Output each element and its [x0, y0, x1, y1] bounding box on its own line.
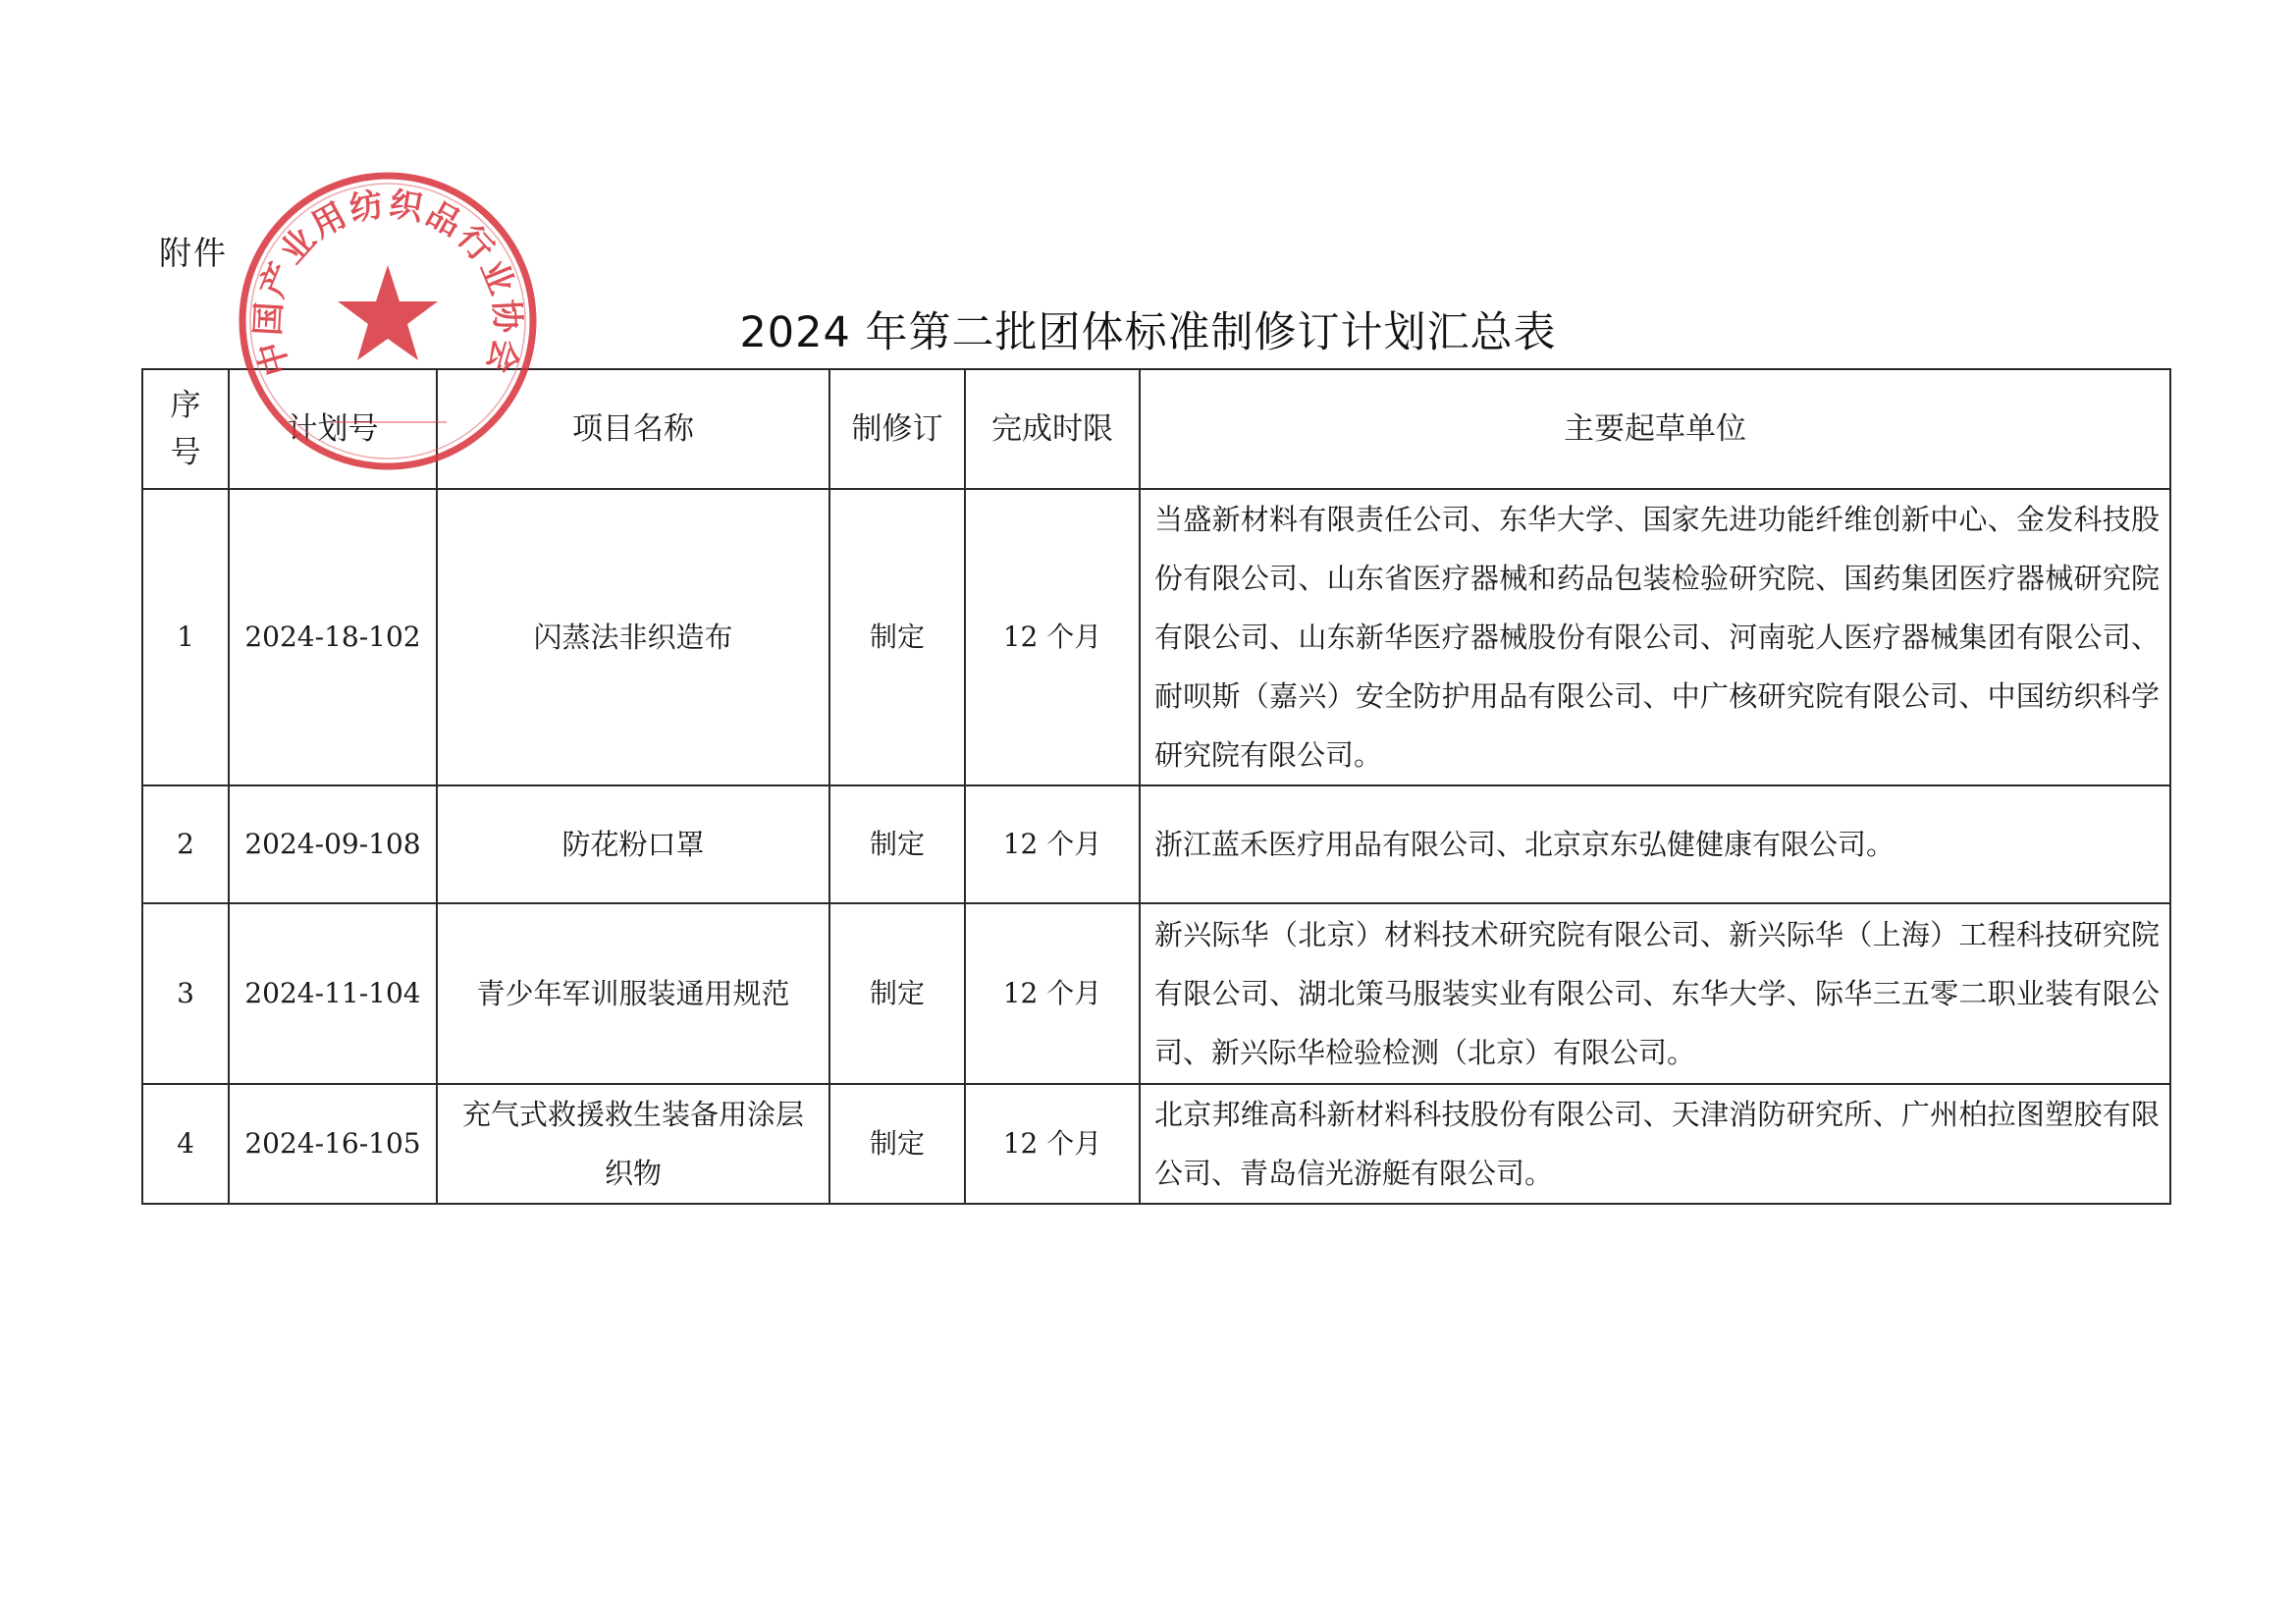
cell-drafting-units: 新兴际华（北京）材料技术研究院有限公司、新兴际华（上海）工程科技研究院有限公司、湖北策马服装实业有限公司、东华大学、际华三五零二职业装有限公司、新兴际华检验检测（北京）有限公司。	[1140, 903, 2170, 1084]
cell-plan-number: 2024-11-104	[229, 903, 437, 1084]
cell-project-name: 充气式救援救生装备用涂层织物	[437, 1084, 829, 1204]
cell-project-name: 闪蒸法非织造布	[437, 489, 829, 785]
cell-drafting-units: 浙江蓝禾医疗用品有限公司、北京京东弘健健康有限公司。	[1140, 785, 2170, 903]
cell-project-name: 青少年军训服装通用规范	[437, 903, 829, 1084]
header-deadline: 完成时限	[965, 369, 1140, 489]
header-plan-number: 计划号	[229, 369, 437, 489]
cell-deadline: 12 个月	[965, 785, 1140, 903]
table-header-row	[142, 369, 2170, 489]
table-row	[142, 785, 2170, 903]
cell-no: 1	[142, 489, 229, 785]
table-row	[142, 489, 2170, 785]
cell-drafting-units: 当盛新材料有限责任公司、东华大学、国家先进功能纤维创新中心、金发科技股份有限公司、山东省医疗器械和药品包装检验研究院、国药集团医疗器械研究院有限公司、山东新华医疗器械股份有限公司、河南驼人医疗器械集团有限公司、耐呗斯（嘉兴）安全防护用品有限公司、中广核研究院有限公司、中国纺织科学研究院有限公司。	[1140, 489, 2170, 785]
header-no: 序 号	[142, 369, 229, 489]
header-type: 制修订	[829, 369, 965, 489]
cell-plan-number: 2024-16-105	[229, 1084, 437, 1204]
cell-deadline: 12 个月	[965, 903, 1140, 1084]
cell-plan-number: 2024-18-102	[229, 489, 437, 785]
cell-deadline: 12 个月	[965, 1084, 1140, 1204]
table-row	[142, 903, 2170, 1084]
cell-type: 制定	[829, 785, 965, 903]
cell-no: 2	[142, 785, 229, 903]
cell-no: 4	[142, 1084, 229, 1204]
seal-text: 中国产业用纺织品行业协会	[248, 184, 527, 380]
table-row	[142, 1084, 2170, 1204]
standards-plan-table	[141, 368, 2171, 1205]
document-title: 2024 年第二批团体标准制修订计划汇总表	[739, 308, 1557, 357]
cell-type: 制定	[829, 489, 965, 785]
attachment-label: 附件	[159, 234, 228, 272]
cell-project-name: 防花粉口罩	[437, 785, 829, 903]
cell-no: 3	[142, 903, 229, 1084]
header-project-name: 项目名称	[437, 369, 829, 489]
cell-type: 制定	[829, 903, 965, 1084]
cell-plan-number: 2024-09-108	[229, 785, 437, 903]
cell-type: 制定	[829, 1084, 965, 1204]
cell-deadline: 12 个月	[965, 489, 1140, 785]
cell-drafting-units: 北京邦维高科新材料科技股份有限公司、天津消防研究所、广州柏拉图塑胶有限公司、青岛信光游艇有限公司。	[1140, 1084, 2170, 1204]
header-drafting-units: 主要起草单位	[1140, 369, 2170, 489]
